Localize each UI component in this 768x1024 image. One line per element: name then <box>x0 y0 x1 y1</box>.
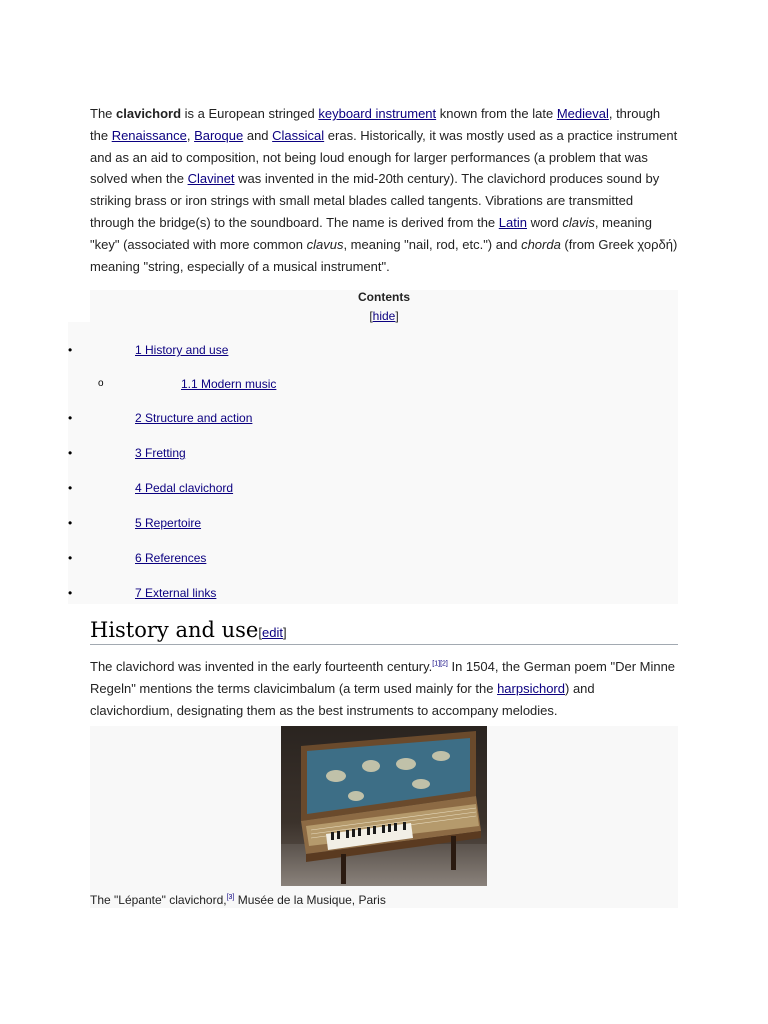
intro-paragraph <box>90 103 680 277</box>
toc-bullet: • <box>68 481 73 495</box>
intro-text: , meaning "nail, rod, etc.") and <box>343 236 522 252</box>
section-heading-text: History and use <box>90 618 259 642</box>
toc-toggle <box>90 309 678 323</box>
toc-item-modern-music[interactable]: 1.1 Modern music <box>181 377 277 391</box>
citation-ref[interactable]: [1][2] <box>432 660 448 668</box>
toc-bullet: • <box>68 343 73 357</box>
link-medieval[interactable]: Medieval <box>556 106 609 121</box>
toc-item-structure-and-action[interactable]: 2 Structure and action <box>135 411 253 425</box>
toc-item-pedal-clavichord[interactable]: 4 Pedal clavichord <box>135 481 234 495</box>
edit-bracket: ] <box>282 625 287 640</box>
toc-bullet: • <box>68 551 73 565</box>
figure-caption <box>90 893 386 907</box>
link-harpsichord[interactable]: harpsichord <box>497 680 565 696</box>
caption-text: Musée de la Musique, Paris <box>234 893 386 907</box>
term-clavus: clavus <box>306 236 344 252</box>
caption-text: The "Lépante" clavichord, <box>90 893 227 907</box>
toc-bullet: • <box>68 516 73 530</box>
toc-toggle-bracket: ] <box>395 309 399 323</box>
toc-item-fretting[interactable]: 3 Fretting <box>135 446 186 460</box>
link-latin[interactable]: Latin <box>498 214 527 230</box>
link-classical[interactable]: Classical <box>272 127 325 143</box>
link-keyboard-instrument[interactable]: keyboard instrument <box>318 106 437 121</box>
history-paragraph <box>90 656 680 721</box>
intro-text: (from Greek χορδή) meaning "string, especially of a musical instrument". <box>90 236 678 274</box>
intro-text: , <box>186 127 195 143</box>
intro-text: word <box>526 214 563 230</box>
term-clavis: clavis <box>562 214 595 230</box>
toc-item-repertoire[interactable]: 5 Repertoire <box>135 516 202 530</box>
section-heading <box>90 618 678 645</box>
section-edit <box>258 625 286 640</box>
intro-text: and <box>243 127 273 143</box>
citation-ref[interactable]: [3] <box>226 894 235 901</box>
intro-text: , through the <box>90 106 661 143</box>
toc-toggle-bracket: [ <box>369 309 373 323</box>
link-renaissance[interactable]: Renaissance <box>111 127 187 143</box>
toc-background-extension <box>68 322 98 604</box>
edit-section-link[interactable]: edit <box>261 625 283 640</box>
intro-text: , meaning "key" (associated with more common <box>90 214 652 252</box>
toc-bullet: • <box>68 411 73 425</box>
intro-text: was invented in the mid-20th century). The clavichord produces sound by striking brass or iron strings with small metal blades called tangents. Vibrations are transmitted through the bridge(s) to the soundboard. The name is derived from the <box>90 171 660 230</box>
intro-text: eras. Historically, it was mostly used as a practice instrument and as an aid to composition, not being loud enough for larger performances (a problem that was solved when the <box>90 127 678 187</box>
toc-item-external-links[interactable]: 7 External links <box>135 586 217 600</box>
article-term: clavichord <box>116 106 182 121</box>
intro-text: is a European stringed <box>181 106 319 121</box>
history-text: In 1504, the German poem "Der Minne Regeln" mentions the terms clavicimbalum (a term used mainly for the <box>90 659 676 696</box>
toc-item-references[interactable]: 6 References <box>135 551 207 565</box>
toc-hide-link[interactable]: hide <box>372 309 396 323</box>
history-text: The clavichord was invented in the early fourteenth century. <box>90 659 433 674</box>
term-chorda: chorda <box>521 236 561 252</box>
toc-sub-bullet: o <box>98 378 104 389</box>
intro-text: known from the late <box>436 106 557 121</box>
edit-bracket: [ <box>258 625 262 640</box>
toc-title: Contents <box>358 290 410 304</box>
toc-bullet: • <box>68 446 73 460</box>
history-text: ) and clavichordium, designating them as the best instruments to accompany melodies. <box>90 680 595 718</box>
toc-bullet: • <box>68 586 73 600</box>
link-clavinet[interactable]: Clavinet <box>187 171 235 187</box>
toc-item-history-and-use[interactable]: 1 History and use <box>135 343 229 357</box>
clavichord-photo[interactable] <box>281 726 487 886</box>
intro-text: The <box>90 106 117 121</box>
link-baroque[interactable]: Baroque <box>194 127 244 143</box>
